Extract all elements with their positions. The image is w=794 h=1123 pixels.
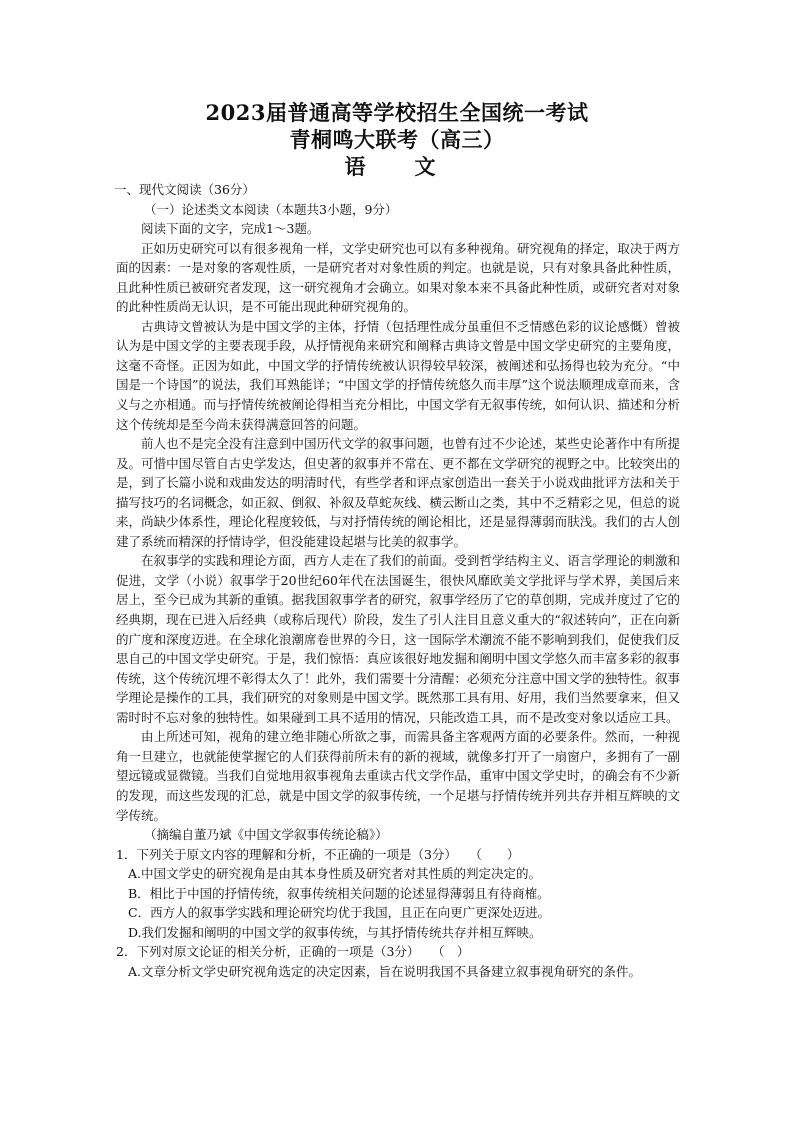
exam-title: 2023届普通高等学校招生全国统一考试 — [205, 100, 589, 125]
exam-body — [116, 180, 680, 981]
question-option: A.文章分析文学史研究视角选定的决定因素，旨在说明我国不具备建立叙事视角研究的条件。 — [128, 963, 642, 979]
passage-paragraph: 前人也不是完全没有注意到中国历代文学的叙事问题，也曾有过不少论述，某些史论著作中有所提及。可惜中国尽管自古史学发达，但史著的叙事并不常在、更不都在文学研究的视野之中。比较突出的是，到了长篇小说和戏曲发达的明清时代，有些学者和评点家创造出一套关于小说戏曲批评方法和关于描写技巧的名词概念，如正叙、倒叙、补叙及草蛇灰线、横云断山之类，其中不乏精彩之见，但总的说来，尚缺少体系性，理论化程度较低，与对抒情传统的阐论相比，还是显得薄弱而肤浅。我们的古人创建了系统而精深的抒情诗学，但没能建设起堪与比美的叙事学。 — [116, 436, 680, 549]
section-heading: 一、现代文阅读（36分） — [114, 182, 255, 197]
exam-subtitle: 青桐鸣大联考（高三） — [289, 127, 505, 152]
question-option: D.我们发掘和阐明的中国文学的叙事传统，与其抒情传统共存并相互辉映。 — [128, 924, 542, 940]
question-option: B．相比于中国的抒情传统，叙事传统相关问题的论述显得薄弱且有待商榷。 — [128, 885, 550, 901]
passage-paragraph: 在叙事学的实践和理论方面，西方人走在了我们的前面。受到哲学结构主义、语言学理论的刺激和促进，文学（小说）叙事学于20世纪60年代在法国诞生，很快风靡欧美文学批评与学术界，美国后来居上，至今已成为其新的重镇。据我国叙事学者的研究，叙事学经历了它的草创期，完成并度过了它的经典期，现在已进入后经典（或称后现代）阶段，发生了引人注目且意义重大的“叙述转向”，正在向新的广度和深度迈进。在全球化浪潮席卷世界的今日，这一国际学术潮流不能不影响到我们，促使我们反思自己的中国文学史研究。于是，我们惊悟：真应该很好地发掘和阐明中国文学悠久而丰富多彩的叙事传统，这个传统沉埋不彰得太久了！此外，我们需要十分清醒：必须充分注意中国文学的独特性。叙事学理论是操作的工具，我们研究的对象则是中国文学。既然那工具有用、好用，我们当然要拿来，但又需时时不忘对象的独特性。如果碰到工具不适用的情况，只能改造工具，而不是改变对象以适应工具。 — [116, 553, 680, 725]
passage-paragraph: 由上所述可知，视角的建立绝非随心所欲之事，而需具备主客观两方面的必要条件。然而，一种视角一旦建立，也就能使掌握它的人们获得前所未有的新的视域，就像多打开了一扇窗户，多拥有了一副望远镜或显微镜。当我们自觉地用叙事视角去重读古代文学作品，重审中国文学史时，的确会有不少新的发现，而这些发现的汇总，就是中国文学的叙事传统，一个足堪与抒情传统并列共存并相互辉映的文学传统。 — [116, 729, 680, 823]
question-option: C．西方人的叙事学实践和理论研究均优于我国，且正在向更广更深处迈进。 — [128, 905, 551, 921]
question-stem: 1．下列关于原文内容的理解和分析，不正确的一项是（3分） （ ） — [116, 846, 520, 862]
question-stem: 2．下列对原文论证的相关分析，正确的一项是（3分） （ ） — [116, 944, 470, 960]
passage-paragraph: 古典诗文曾被认为是中国文学的主体，抒情（包括理性成分虽重但不乏情感色彩的议论感慨）曾被认为是中国文学的主要表现手段，从抒情视角来研究和阐释古典诗文曾是中国文学史研究的主要角度，这毫不奇怪。正因为如此，中国文学的抒情传统被认识得较早较深，被阐述和弘扬得也较为充分。“中国是一个诗国”的说法，我们耳熟能详；“中国文学的抒情传统悠久而丰厚”这个说法顺理成章而来，含义与之亦相通。而与抒情传统被阐论得相当充分相比，中国文学有无叙事传统，如何认识、描述和分析这个传统却是至今尚未获得满意回答的问题。 — [116, 318, 680, 432]
sub-section-heading: （一）论述类文本阅读（本题共3小题，9分） — [144, 201, 398, 217]
subject-title: 语 文 — [344, 154, 450, 179]
passage-source: （摘编自董乃斌《中国文学叙事传统论稿》） — [144, 827, 388, 843]
question-option: A.中国文学史的研究视角是由其本身性质及研究者对其性质的判定决定的。 — [128, 866, 542, 882]
passage-paragraph: 正如历史研究可以有很多视角一样，文学史研究也可以有多种视角。研究视角的择定，取决于两方面的因素：一是对象的客观性质，一是研究者对对象性质的判定。也就是说，只有对象具备此种性质，且此种性质已被研究者发现，这一研究视角才会确立。如果对象本来不具备此种性质，或研究者对对象的此种性质尚无认识，是不可能出现此种研究视角的。 — [116, 240, 680, 315]
reading-instruction: 阅读下面的文字，完成1～3题。 — [141, 221, 320, 237]
